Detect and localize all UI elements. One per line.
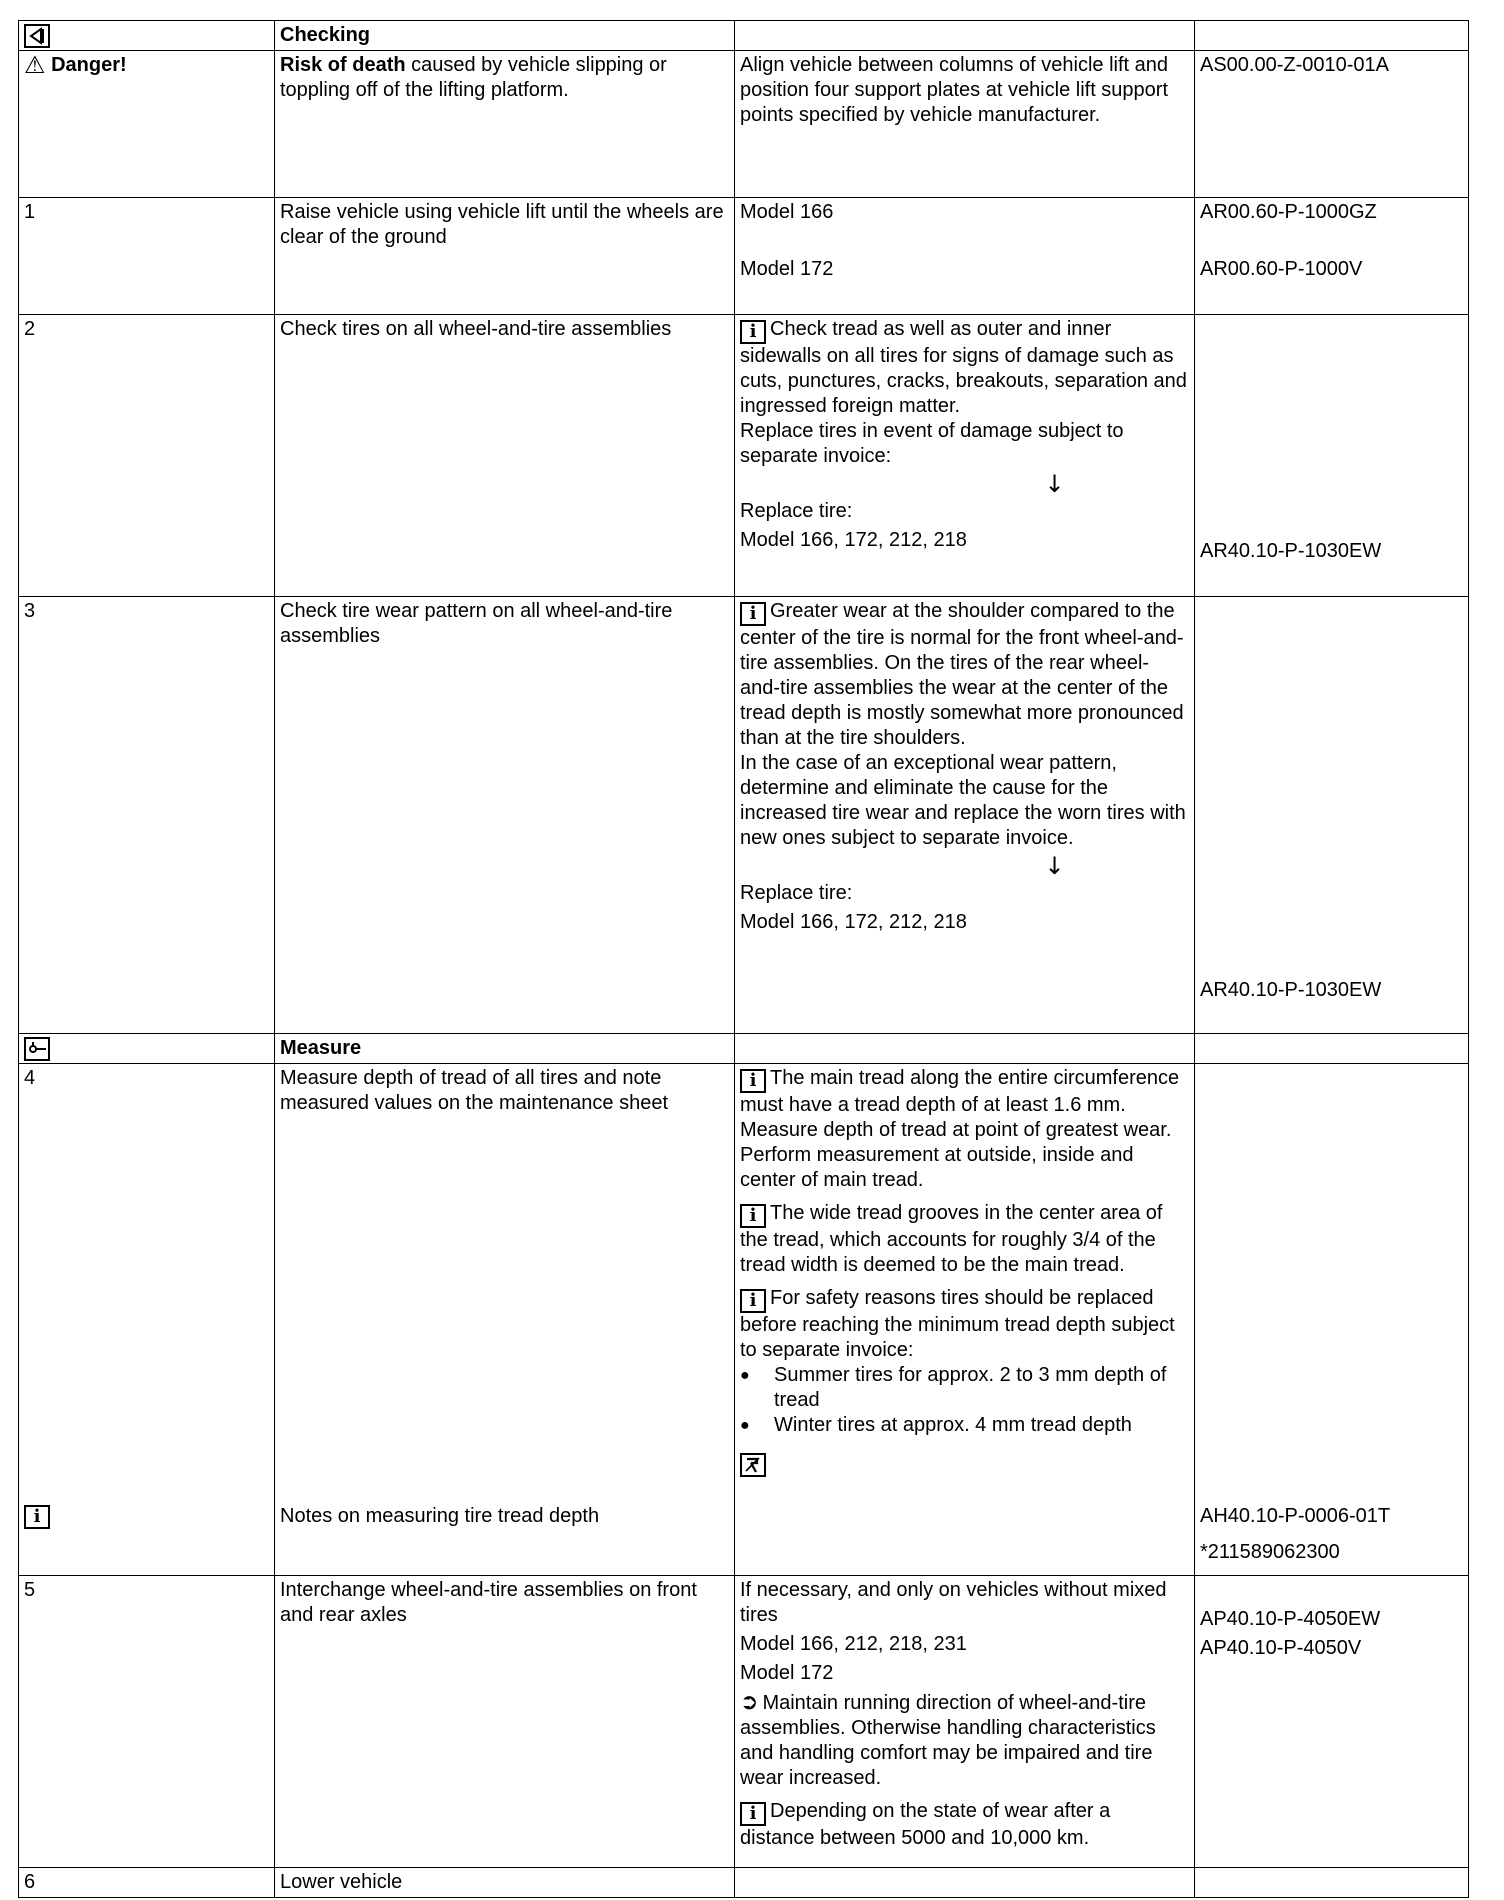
danger-instruction: Align vehicle between columns of vehicle lift and position four support plates at vehicle lift support points specified by vehicle manufacturer. (735, 51, 1195, 198)
tool-icon[interactable] (740, 1453, 766, 1477)
notes-link[interactable]: Notes on measuring tire tread depth (280, 1505, 600, 1527)
info-icon (24, 1505, 50, 1529)
list-item: ● Winter tires at approx. 4 mm tread depth (774, 1413, 1189, 1438)
note-text: Maintain running direction of wheel-and-tire assemblies. Otherwise handling characteristics and handling comfort may be impaired and tire wear increased. (740, 1692, 1156, 1789)
note-text: Check tread as well as outer and inner sidewalls on all tires for signs of damage such as cuts, punctures, cracks, breakouts, separation and ingressed foreign matter. (740, 318, 1187, 417)
step-task: Measure depth of tread of all tires and note measured values on the maintenance sheet (280, 1067, 669, 1114)
info-icon (740, 602, 766, 626)
list-item: ● Summer tires for approx. 2 to 3 mm depth of tread (774, 1363, 1189, 1413)
checking-icon-cell (19, 21, 275, 51)
step-number: 1 (19, 198, 275, 315)
info-icon (740, 1204, 766, 1228)
arrow-down-icon: ↓ (1044, 470, 1065, 498)
reference-link[interactable]: AP40.10-P-4050EW (1200, 1608, 1381, 1630)
step-row-3 (19, 597, 1469, 1034)
procedure-table (18, 20, 1469, 1898)
reference-link[interactable]: AP40.10-P-4050V (1200, 1637, 1362, 1659)
info-icon (740, 1069, 766, 1093)
danger-label: Danger! (51, 54, 127, 76)
reference-link[interactable]: AS00.00-Z-0010-01A (1195, 51, 1469, 198)
section-title: Measure (275, 1034, 735, 1064)
step-number: 5 (19, 1576, 275, 1868)
reference-link[interactable]: AR40.10-P-1030EW (1200, 979, 1382, 1001)
replace-label: Replace tire: (740, 500, 853, 522)
condition-text: If necessary, and only on vehicles without mixed tires (740, 1579, 1167, 1626)
step-row-5 (19, 1576, 1469, 1868)
info-icon (740, 1289, 766, 1313)
model-label: Model 166 (740, 201, 834, 223)
info-icon (740, 1802, 766, 1826)
step-task: Check tire wear pattern on all wheel-and-tire assemblies (275, 597, 735, 1034)
model-label: Model 172 (740, 258, 834, 280)
step-task: Interchange wheel-and-tire assemblies on front and rear axles (275, 1576, 735, 1868)
arrow-down-icon: ↓ (1044, 852, 1065, 880)
note-text: For safety reasons tires should be replaced before reaching the minimum tread depth subject to separate invoice: (740, 1287, 1175, 1361)
note-circle-icon: ➲ (740, 1690, 759, 1715)
replace-label: Replace tire: (740, 882, 853, 904)
info-icon (740, 320, 766, 344)
step-row-4 (19, 1064, 1469, 1576)
note-text: Replace tires in event of damage subject to separate invoice: (740, 420, 1124, 467)
bullet-list (740, 1363, 1189, 1438)
model-label: Model 172 (740, 1662, 834, 1684)
note-text: In the case of an exceptional wear pattern, determine and eliminate the cause for the increased tire wear and replace the worn tires with new ones subject to separate invoice. (740, 752, 1186, 849)
section-header-checking (19, 21, 1469, 51)
step-number: 6 (19, 1868, 275, 1898)
note-text: Depending on the state of wear after a distance between 5000 and 10,000 km. (740, 1800, 1111, 1849)
model-label: Model 166, 172, 212, 218 (740, 529, 967, 551)
reference-link[interactable]: AR00.60-P-1000GZ (1200, 201, 1377, 223)
step-row-1 (19, 198, 1469, 315)
section-title: Checking (275, 21, 735, 51)
model-label: Model 166, 212, 218, 231 (740, 1633, 967, 1655)
risk-text: caused by vehicle slipping or toppling off of the lifting platform. (280, 54, 667, 101)
gauge-icon (24, 1037, 50, 1061)
section-header-measure (19, 1034, 1469, 1064)
note-text: The main tread along the entire circumference must have a tread depth of at least 1.6 mm. Measure depth of tread at point of greatest wear. Perform measurement at outside, inside and center of main tread. (740, 1067, 1180, 1191)
procedure-document (18, 20, 1468, 1898)
danger-row (19, 51, 1469, 198)
note-text: The wide tread grooves in the center area of the tread, which accounts for roughly 3/4 of the tread width is deemed to be the main tread. (740, 1202, 1163, 1276)
warning-triangle-icon: ⚠ (24, 51, 46, 79)
note-text: Greater wear at the shoulder compared to the center of the tire is normal for the front wheel-and-tire assemblies. On the tires of the rear wheel-and-tire assemblies the wear at the center of the tread depth is mostly somewhat more pronounced than at the tire shoulders. (740, 600, 1184, 749)
step-task: Raise vehicle using vehicle lift until the wheels are clear of the ground (275, 198, 735, 315)
step-row-2 (19, 315, 1469, 597)
step-task: Check tires on all wheel-and-tire assemblies (275, 315, 735, 597)
risk-heading: Risk of death (280, 54, 406, 76)
step-row-6 (19, 1868, 1469, 1898)
step-number: 3 (19, 597, 275, 1034)
checking-icon (24, 24, 50, 48)
reference-link[interactable]: AR40.10-P-1030EW (1200, 540, 1382, 562)
model-label: Model 166, 172, 212, 218 (740, 911, 967, 933)
reference-link[interactable]: AR00.60-P-1000V (1200, 258, 1363, 280)
step-number: 4 (24, 1067, 36, 1089)
tool-number[interactable]: *211589062300 (1200, 1541, 1340, 1563)
reference-link[interactable]: AH40.10-P-0006-01T (1200, 1505, 1391, 1527)
step-task: Lower vehicle (275, 1868, 735, 1898)
step-number: 2 (19, 315, 275, 597)
